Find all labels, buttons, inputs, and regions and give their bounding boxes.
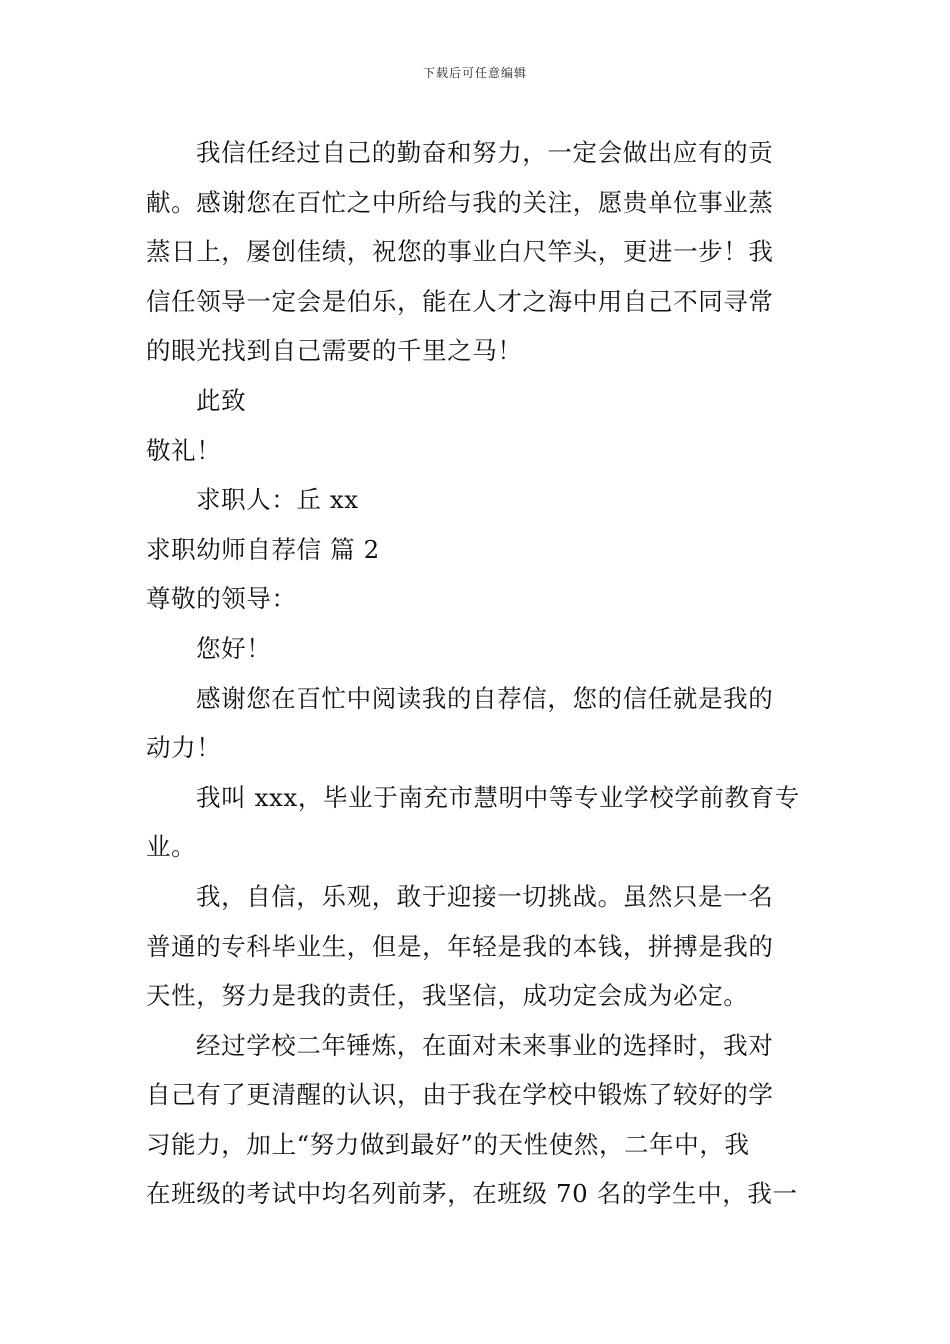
closing-regards: 敬礼！ <box>146 435 222 465</box>
paragraph-line: 自己有了更清醒的认识，由于我在学校中锻炼了较好的学 <box>146 1080 774 1110</box>
paragraph-line: 蒸日上，屡创佳绩，祝您的事业白尺竿头，更进一步！我 <box>146 237 774 267</box>
paragraph-line: 业。 <box>146 832 197 862</box>
page-header: 下载后可任意编辑 <box>422 66 527 80</box>
paragraph-line: 天性，努力是我的责任，我坚信，成功定会成为必定。 <box>146 981 749 1011</box>
paragraph-line: 献。感谢您在百忙之中所给与我的关注，愿贵单位事业蒸 <box>146 187 774 217</box>
document-body <box>146 128 806 1219</box>
paragraph-line: 信任领导一定会是伯乐，能在人才之海中用自己不同寻常 <box>146 286 774 316</box>
paragraph-line: 我叫 xxx，毕业于南充市慧明中等专业学校学前教育专 <box>196 782 800 812</box>
paragraph-line: 经过学校二年锤炼，在面对未来事业的选择时，我对 <box>196 1030 774 1060</box>
closing-salutation: 此致 <box>196 385 247 415</box>
paragraph-line: 的眼光找到自己需要的千里之马！ <box>146 336 523 366</box>
paragraph-line: 普通的专科毕业生，但是，年轻是我的本钱，拼搏是我的 <box>146 931 774 961</box>
greeting-line: 尊敬的领导： <box>146 584 297 614</box>
paragraph-line: 习能力，加上“努力做到最好”的天性使然，二年中，我 <box>146 1129 750 1159</box>
signature-line: 求职人：丘 xx <box>196 485 359 515</box>
paragraph-line: 我，自信，乐观，敢于迎接一切挑战。虽然只是一名 <box>196 881 774 911</box>
paragraph-line: 感谢您在百忙中阅读我的自荐信，您的信任就是我的 <box>196 683 774 713</box>
paragraph-line: 我信任经过自己的勤奋和努力，一定会做出应有的贡 <box>196 138 774 167</box>
section-title: 求职幼师自荐信 篇 2 <box>146 534 380 564</box>
paragraph-line: 动力！ <box>146 733 222 763</box>
greeting-hello: 您好！ <box>196 633 272 663</box>
paragraph-line: 在班级的考试中均名列前茅，在班级 70 名的学生中，我一 <box>146 1179 798 1209</box>
